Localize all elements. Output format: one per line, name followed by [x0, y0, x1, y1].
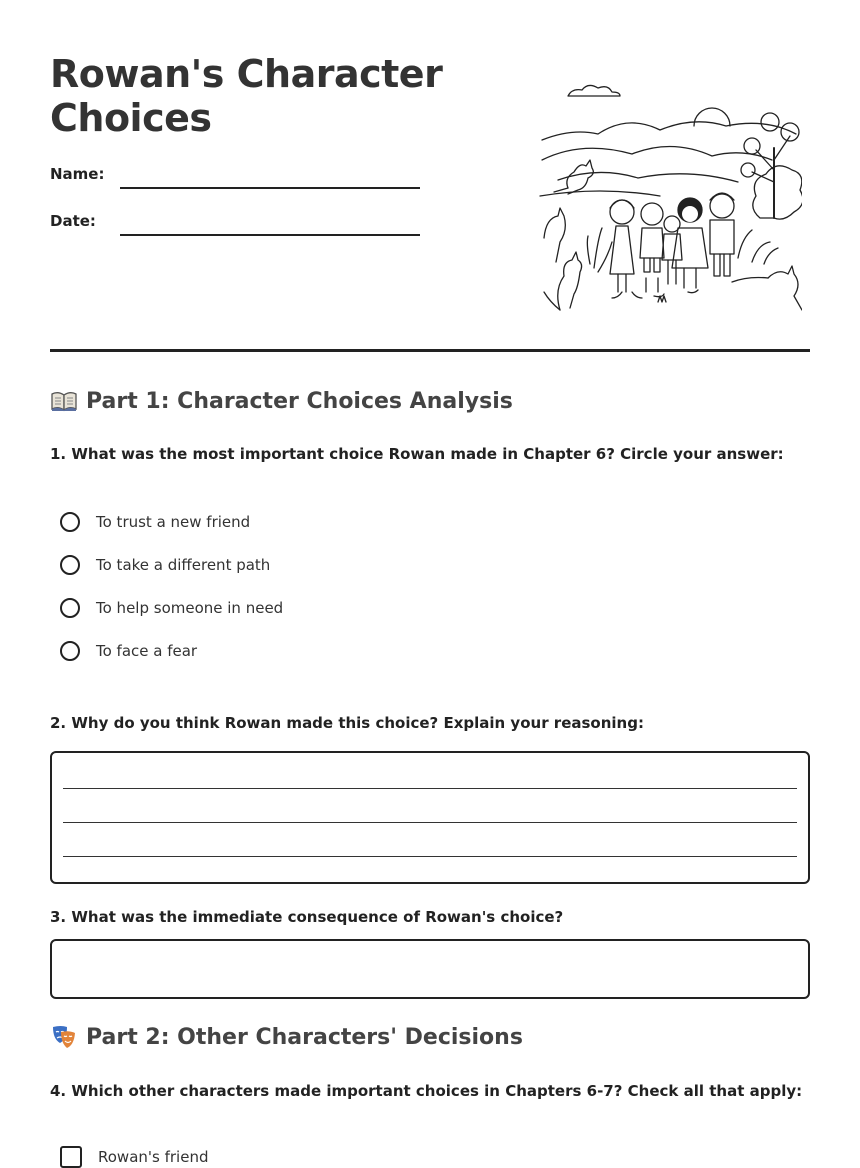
q4-option-1[interactable] — [60, 1146, 208, 1168]
date-label: Date: — [50, 212, 96, 230]
option-label: To take a different path — [96, 556, 271, 574]
option-label: To trust a new friend — [96, 513, 251, 531]
name-label: Name: — [50, 165, 105, 183]
radio-circle[interactable] — [60, 641, 80, 661]
date-field[interactable] — [120, 234, 420, 236]
radio-circle[interactable] — [60, 512, 80, 532]
q1-option-1[interactable] — [60, 512, 250, 532]
worksheet-title: Rowan's Character Choices — [50, 52, 443, 140]
write-line — [63, 788, 797, 789]
question-3: 3. What was the immediate consequence of Rowan's choice? — [50, 908, 564, 926]
option-label: To help someone in need — [96, 599, 284, 617]
part1-heading-text: Part 1: Character Choices Analysis — [86, 388, 513, 414]
checkbox[interactable] — [60, 1146, 82, 1168]
write-line — [63, 856, 797, 857]
q2-answer-box[interactable] — [50, 751, 810, 884]
question-1: 1. What was the most important choice Rowan made in Chapter 6? Circle your answer: — [50, 445, 784, 463]
radio-circle[interactable] — [60, 598, 80, 618]
header-divider — [50, 349, 810, 352]
part2-heading-text: Part 2: Other Characters' Decisions — [86, 1024, 523, 1050]
option-label: Rowan's friend — [98, 1148, 209, 1166]
name-field[interactable] — [120, 187, 420, 189]
part2-heading — [50, 1023, 523, 1051]
question-4: 4. Which other characters made important choices in Chapters 6-7? Check all that apply: — [50, 1082, 803, 1100]
q3-answer-box[interactable] — [50, 939, 810, 999]
q1-option-2[interactable] — [60, 555, 270, 575]
theater-masks-icon — [50, 1023, 78, 1051]
part1-heading — [50, 387, 513, 415]
question-2: 2. Why do you think Rowan made this choice? Explain your reasoning: — [50, 714, 644, 732]
q1-option-3[interactable] — [60, 598, 283, 618]
option-label: To face a fear — [96, 642, 198, 660]
landscape-children-animals-illustration — [538, 78, 802, 314]
write-line — [63, 822, 797, 823]
q1-option-4[interactable] — [60, 641, 197, 661]
open-book-icon — [50, 387, 78, 415]
radio-circle[interactable] — [60, 555, 80, 575]
